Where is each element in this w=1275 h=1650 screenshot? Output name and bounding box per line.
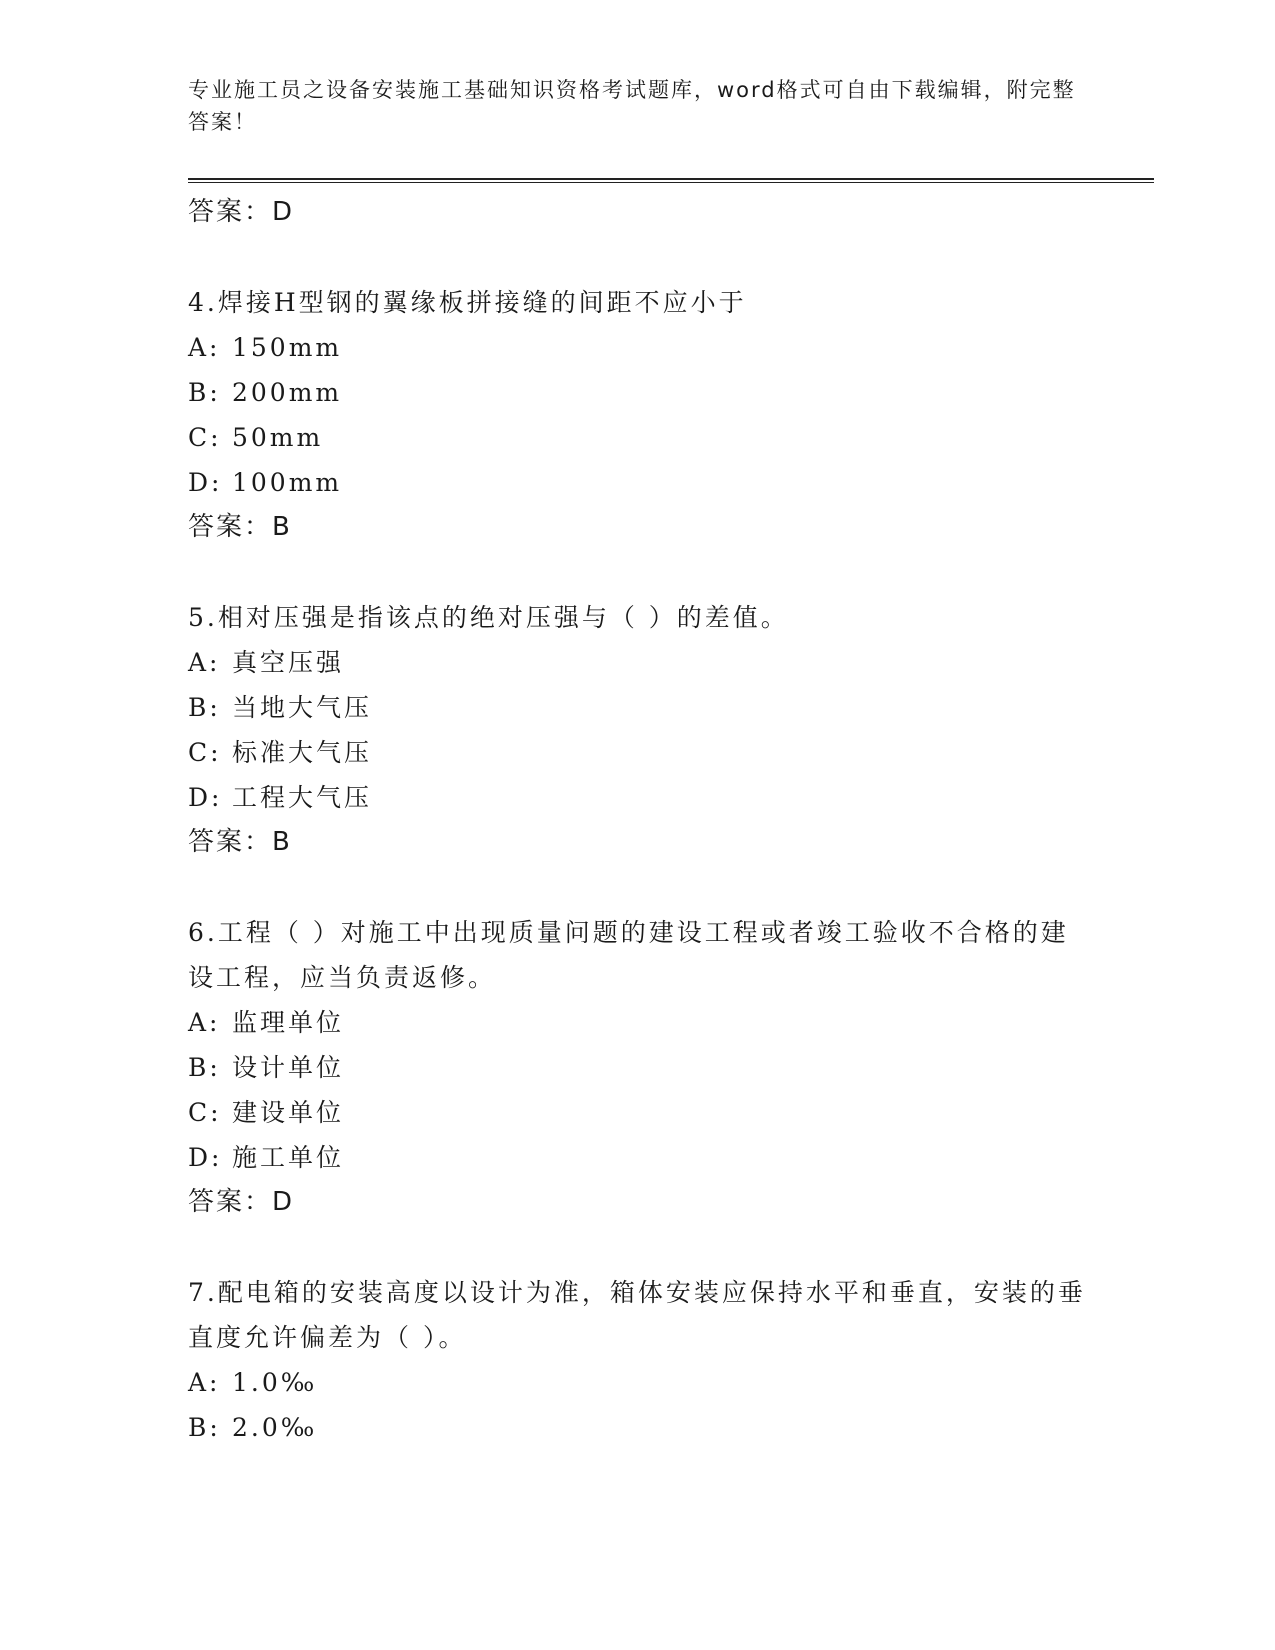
option-d (188, 460, 1088, 505)
option-text: 真空压强 (232, 648, 345, 677)
option-label: A: (188, 333, 221, 362)
option-text: 标准大气压 (232, 738, 373, 767)
question-7 (188, 1270, 1088, 1450)
option-text: 50mm (232, 423, 324, 452)
option-text: 施工单位 (232, 1143, 345, 1172)
answer-line: 答案：B (188, 827, 292, 857)
answer-line: 答案：D (188, 1187, 295, 1217)
question-list (188, 190, 1088, 1450)
option-text: 当地大气压 (232, 693, 373, 722)
option-b (188, 685, 1088, 730)
option-c (188, 1090, 1088, 1135)
option-b (188, 370, 1088, 415)
option-label: A: (188, 1368, 221, 1397)
question-stem: 7.配电箱的安装高度以设计为准，箱体安装应保持水平和垂直，安装的垂直度允许偏差为（ ）。 (188, 1278, 1086, 1352)
option-d (188, 775, 1088, 820)
option-label: C: (188, 738, 222, 767)
option-label: D: (188, 1143, 223, 1172)
option-label: B: (188, 1413, 221, 1442)
option-text: 建设单位 (232, 1098, 345, 1127)
option-label: C: (188, 423, 222, 452)
option-label: A: (188, 648, 221, 677)
option-label: D: (188, 783, 223, 812)
option-b (188, 1045, 1088, 1090)
question-6 (188, 910, 1088, 1224)
document-header: 专业施工员之设备安装施工基础知识资格考试题库，word格式可自由下载编辑，附完整答案！ (188, 78, 1076, 134)
option-c (188, 730, 1088, 775)
option-text: 1.0‰ (232, 1368, 318, 1397)
option-text: 100mm (232, 468, 343, 497)
option-a (188, 1360, 1088, 1405)
option-text: 设计单位 (232, 1053, 345, 1082)
option-b (188, 1405, 1088, 1450)
answer-line: 答案：B (188, 512, 292, 542)
option-label: C: (188, 1098, 222, 1127)
option-text: 监理单位 (232, 1008, 345, 1037)
option-c (188, 415, 1088, 460)
option-label: B: (188, 693, 221, 722)
question-5 (188, 595, 1088, 864)
option-a (188, 1000, 1088, 1045)
option-label: A: (188, 1008, 221, 1037)
option-a (188, 640, 1088, 685)
question-4 (188, 280, 1088, 549)
option-a (188, 325, 1088, 370)
question-stem: 4.焊接H型钢的翼缘板拼接缝的间距不应小于 (188, 288, 747, 317)
option-label: B: (188, 378, 221, 407)
option-label: B: (188, 1053, 221, 1082)
option-text: 150mm (232, 333, 343, 362)
option-label: D: (188, 468, 223, 497)
option-text: 200mm (232, 378, 343, 407)
option-d (188, 1135, 1088, 1180)
question-stem: 6.工程（ ）对施工中出现质量问题的建设工程或者竣工验收不合格的建设工程，应当负责返修。 (188, 918, 1069, 992)
question-stem: 5.相对压强是指该点的绝对压强与（ ）的差值。 (188, 603, 789, 632)
option-text: 2.0‰ (232, 1413, 318, 1442)
header-divider (188, 178, 1154, 183)
option-text: 工程大气压 (232, 783, 373, 812)
answer-line: 答案：D (188, 197, 295, 227)
